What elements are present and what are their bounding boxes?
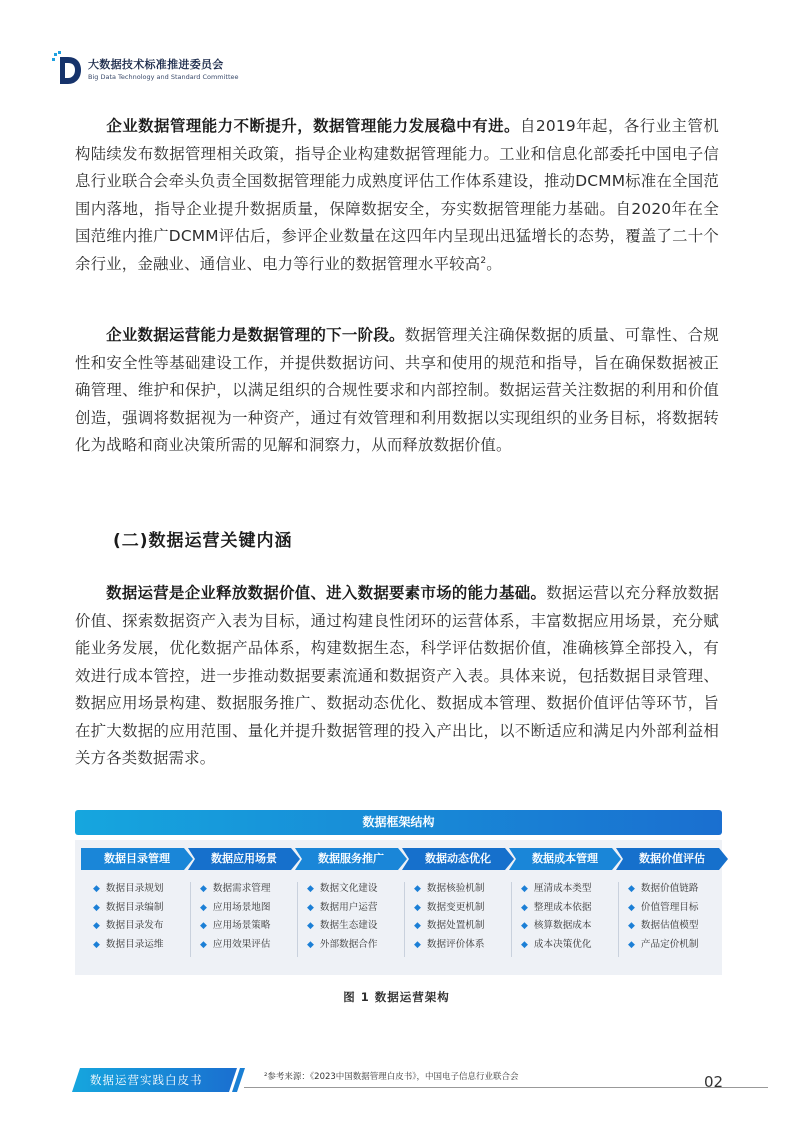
stage-item-text: 数据目录运维 [105, 938, 164, 950]
diamond-bullet-icon: ◆ [200, 884, 207, 894]
diamond-bullet-icon: ◆ [93, 884, 100, 894]
column-divider [618, 882, 619, 957]
stage-item [414, 880, 484, 899]
stage-arrow [616, 848, 728, 870]
figure-caption: 图 1 数据运营架构 [343, 990, 450, 1004]
stage-item [628, 936, 698, 955]
stage-item [93, 880, 163, 899]
stage-item-text: 数据目录规划 [105, 883, 164, 894]
stage-item-text: 价值管理目标 [640, 901, 699, 913]
stage-item [521, 936, 591, 955]
stage-item [628, 899, 698, 918]
stage-item-text: 应用效果评估 [212, 938, 271, 950]
footnote-ref: 2 [480, 255, 487, 266]
diamond-bullet-icon: ◆ [93, 902, 100, 913]
paragraph-data-operations [75, 322, 719, 460]
stage-item [200, 917, 270, 936]
paragraph-end: 。 [486, 254, 502, 273]
stage-item [628, 880, 698, 899]
diamond-bullet-icon: ◆ [628, 939, 635, 950]
org-name-en: Big Data Technology and Standard Committee [88, 72, 239, 81]
stage-item [414, 936, 484, 955]
column-divider [511, 882, 512, 957]
stage-item-text: 数据目录编制 [105, 901, 164, 913]
stage-arrow [81, 848, 193, 870]
committee-logo [52, 51, 82, 85]
stage-item-text: 数据价值链路 [640, 883, 699, 894]
diamond-bullet-icon: ◆ [200, 939, 207, 950]
stage-item [521, 899, 591, 918]
diamond-bullet-icon: ◆ [414, 884, 421, 894]
stage-item-text: 数据文化建设 [319, 883, 378, 894]
stage-item [307, 917, 377, 936]
stage-item-text: 数据变更机制 [426, 901, 485, 913]
document-title: 数据运营实践白皮书 [90, 1073, 203, 1087]
diamond-bullet-icon: ◆ [307, 939, 314, 950]
stage-item-text: 外部数据合作 [319, 938, 378, 950]
stage-columns [75, 880, 722, 970]
paragraph-lead: 企业数据管理能力不断提升，数据管理能力发展稳中有进。 [106, 117, 520, 135]
stage-arrow [188, 848, 300, 870]
diamond-bullet-icon: ◆ [521, 884, 528, 894]
stage-item-list [307, 880, 377, 954]
stage-item [200, 936, 270, 955]
stage-item-text: 核算数据成本 [533, 920, 592, 932]
diamond-bullet-icon: ◆ [307, 921, 314, 932]
stage-label: 数据服务推广 [318, 852, 384, 865]
page-header [52, 48, 239, 88]
stage-item [93, 936, 163, 955]
stage-item-text: 数据用户运营 [319, 901, 378, 913]
stage-item [93, 899, 163, 918]
diamond-bullet-icon: ◆ [200, 921, 207, 932]
diamond-bullet-icon: ◆ [521, 902, 528, 913]
stage-arrow [402, 848, 514, 870]
stage-item-list [200, 880, 270, 954]
stage-label: 数据应用场景 [211, 852, 277, 865]
page-number: 02 [704, 1073, 724, 1091]
stage-item-text: 数据处置机制 [426, 920, 485, 932]
stage-label: 数据动态优化 [425, 852, 491, 865]
paragraph-operations-foundation [75, 580, 719, 773]
stage-item [307, 880, 377, 899]
diamond-bullet-icon: ◆ [628, 921, 635, 932]
paragraph-lead: 数据运营是企业释放数据价值、进入数据要素市场的能力基础。 [106, 584, 547, 602]
column-divider [404, 882, 405, 957]
diamond-bullet-icon: ◆ [414, 902, 421, 913]
paragraph-body: 数据运营以充分释放数据价值、探索数据资产入表为目标，通过构建良性闭环的运营体系，丰富数据应用场景，充分赋能业务发展，优化数据产品体系，构建数据生态，科学评估数据价值，准确核算全部投入，有效进行成本管控，进一步推动数据要素流通和数据资产入表。具体来说，包括数据目录管理、数据应用场景构建、数据服务推广、数据动态优化、数据成本管理、数据价值评估等环节，旨在扩大数据的应用范围、量化并提升数据管理的投入产出比，以不断适应和满足内外部利益相关方各类数据需求。 [75, 584, 720, 767]
column-divider [190, 882, 191, 957]
paragraph-body: 数据管理关注确保数据的质量、可靠性、合规性和安全性等基础建设工作，并提供数据访问、共享和使用的规范和指导，旨在确保数据被正确管理、维护和保护，以满足组织的合规性要求和内部控制。数据运营关注数据的利用和价值创造，强调将数据视为一种资产，通过有效管理和利用数据以实现组织的业务目标，将数据转化为战略和商业决策所需的见解和洞察力，从而释放数据价值。 [75, 326, 719, 454]
paragraph-lead: 企业数据运营能力是数据管理的下一阶段。 [106, 326, 405, 344]
diamond-bullet-icon: ◆ [93, 939, 100, 950]
stage-item-list [628, 880, 698, 954]
stage-item [200, 899, 270, 918]
stage-item [307, 936, 377, 955]
stage-item-text: 成本决策优化 [533, 938, 592, 950]
stage-item-text: 数据目录发布 [105, 920, 164, 932]
stage-item-list [93, 880, 163, 954]
diamond-bullet-icon: ◆ [307, 902, 314, 913]
diamond-bullet-icon: ◆ [521, 921, 528, 932]
stage-label: 数据成本管理 [532, 852, 598, 865]
diamond-bullet-icon: ◆ [628, 902, 635, 913]
stage-item-text: 数据估值模型 [640, 920, 699, 932]
footer-divider [244, 1087, 768, 1088]
stage-item [521, 917, 591, 936]
stage-arrows [81, 848, 717, 870]
stage-item-text: 整理成本依据 [533, 901, 592, 913]
diamond-bullet-icon: ◆ [307, 884, 314, 894]
figure-title: 数据框架结构 [75, 810, 722, 835]
paragraph-data-management [75, 113, 719, 278]
footnote: ²参考来源：《2023中国数据管理白皮书》，中国电子信息行业联合会 [264, 1072, 519, 1082]
section-heading: (二)数据运营关键内涵 [113, 531, 293, 551]
diamond-bullet-icon: ◆ [628, 884, 635, 894]
data-framework-figure [75, 810, 722, 975]
stage-item-text: 数据评价体系 [426, 938, 485, 950]
stage-item-text: 数据生态建设 [319, 920, 378, 932]
stage-arrow [509, 848, 621, 870]
stage-arrow [295, 848, 407, 870]
stage-item-text: 应用场景策略 [212, 920, 271, 932]
diamond-bullet-icon: ◆ [93, 921, 100, 932]
diamond-bullet-icon: ◆ [521, 939, 528, 950]
stage-item-text: 产品定价机制 [640, 938, 699, 950]
stage-item-text: 数据需求管理 [212, 883, 271, 894]
stage-item [307, 899, 377, 918]
column-divider [297, 882, 298, 957]
diamond-bullet-icon: ◆ [200, 902, 207, 913]
stage-item-text: 数据核验机制 [426, 883, 485, 894]
stage-item-list [414, 880, 484, 954]
stage-item [200, 880, 270, 899]
stage-label: 数据价值评估 [639, 852, 705, 865]
org-name-cn: 大数据技术标准推进委员会 [88, 57, 224, 71]
stage-item-text: 应用场景地图 [212, 901, 271, 913]
diamond-bullet-icon: ◆ [414, 939, 421, 950]
stage-item [93, 917, 163, 936]
stage-item [414, 917, 484, 936]
stage-item-list [521, 880, 591, 954]
stage-item-text: 厘清成本类型 [533, 883, 592, 894]
page-footer [72, 1068, 792, 1094]
stage-label: 数据目录管理 [104, 852, 170, 865]
diamond-bullet-icon: ◆ [414, 921, 421, 932]
stage-item [521, 880, 591, 899]
stage-item [414, 899, 484, 918]
paragraph-body: 自2019年起，各行业主管机构陆续发布数据管理相关政策，指导企业构建数据管理能力。工业和信息化部委托中国电子信息行业联合会牵头负责全国数据管理能力成熟度评估工作体系建设，推动DCMM标准在全国范围内落地，指导企业提升数据质量，保障数据安全，夯实数据管理能力基础。自2020年在全国范维内推广DCMM评估后，参评企业数量在这四年内呈现出迅猛增长的态势，覆盖了二十个余行业，金融业、通信业、电力等行业的数据管理水平较高 [75, 117, 720, 273]
stage-item [628, 917, 698, 936]
